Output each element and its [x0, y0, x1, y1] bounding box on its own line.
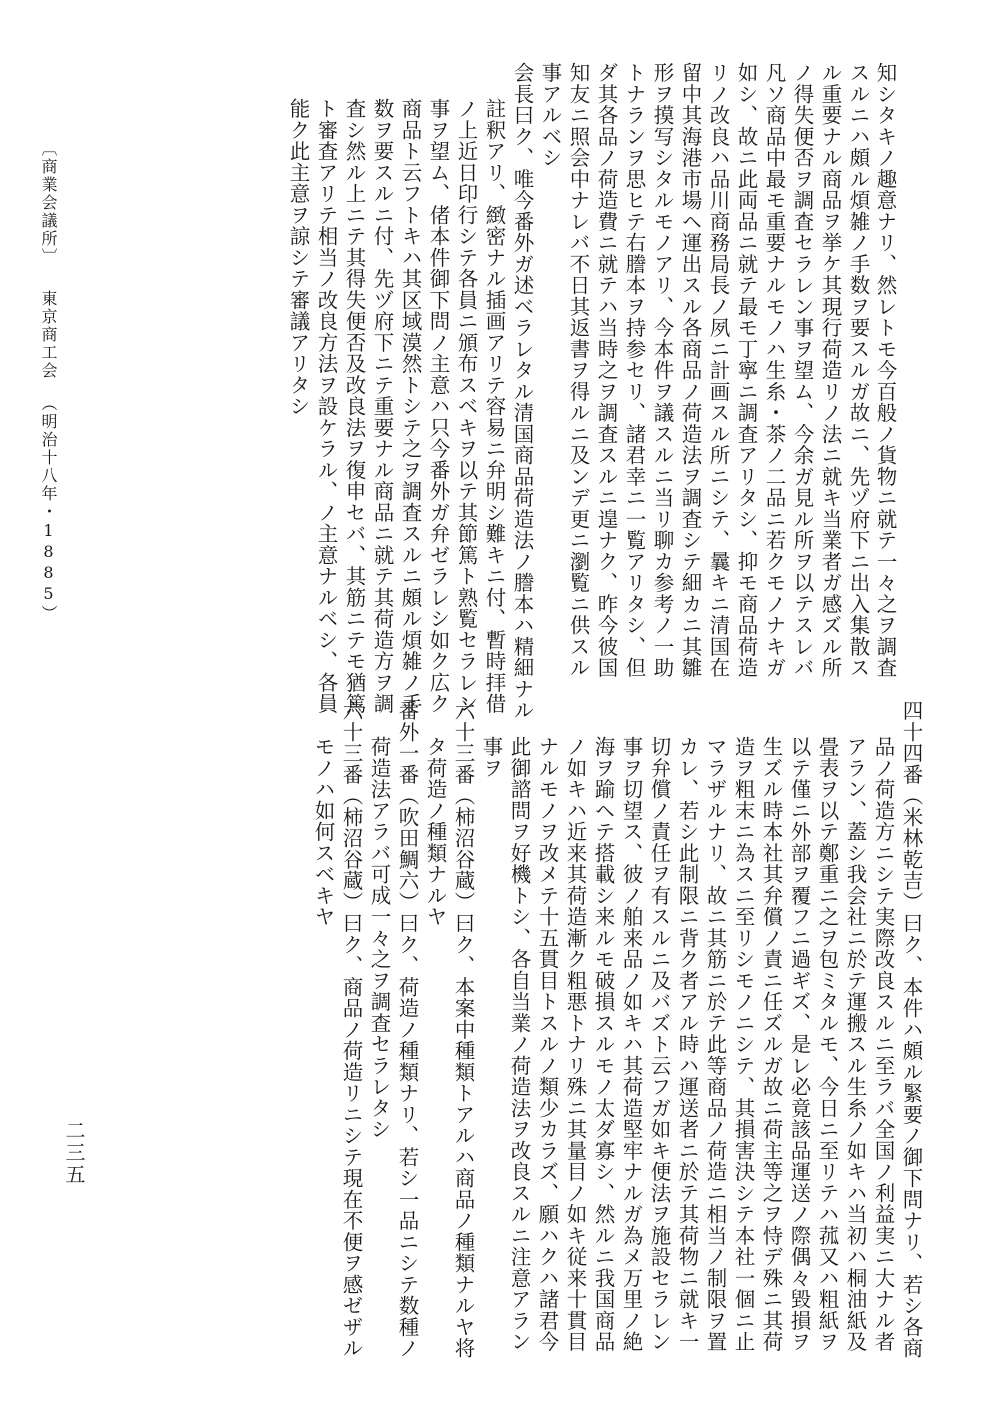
organization-name: 東京商工会	[39, 290, 58, 380]
text-column: モノハ如何スベキヤ	[311, 736, 335, 928]
text-column: 形ヲ摸写シタルモノアリ、今本件ヲ議スルニ当リ聊カ参考ノ一助	[650, 62, 674, 679]
speaker-column: 六十三番（柿沼谷蔵）曰ク、商品ノ荷造リニシテ現在不便ヲ感ゼザル	[339, 700, 363, 1359]
text-column: 如シ、故ニ此両品ニ就テ最モ丁寧ニ調査アリタシ、抑モ商品荷造	[734, 62, 758, 679]
text-column: トナランヲ思ヒテ右謄本ヲ持参セリ、諸君幸ニ一覧アリタシ、但	[622, 62, 646, 679]
text-column: 能ク此主意ヲ諒シテ審議アリタシ	[286, 98, 310, 417]
text-column: ノ上近日印行シテ各員ニ頒布スベキヲ以テ其節篤ト熟覧セラレン	[454, 98, 478, 715]
text-column: ト審査アリテ相当ノ改良方法ヲ設ケラル、ノ主意ナルベシ、各員	[314, 98, 338, 715]
date-note: （明治十八年・1885）	[39, 395, 58, 623]
speaker-column: 番外一番（吹田鯛六）曰ク、荷造ノ種類ナリ、若シ一品ニシテ数種ノ	[395, 700, 419, 1359]
text-column: 荷造法アラバ可成一々之ヲ調査セラレタシ	[367, 736, 391, 1140]
text-column: ノ如キハ近来其荷造漸ク粗悪トナリ殊ニ其量目ノ如キ従来十貫目	[563, 736, 587, 1353]
text-column: ダ其各品ノ荷造費ニ就テハ当時之ヲ調査スルニ遑ナク、昨今彼国	[594, 62, 618, 679]
text-column: 以テ僅ニ外部ヲ覆フニ過ギズ、是レ必竟該品運送ノ際偶々毀損ヲ	[787, 736, 811, 1353]
text-column: 凡ソ商品中最モ重要ナルモノハ生糸・茶ノ二品ニ若クモノナキガ	[762, 62, 786, 679]
text-column: 註釈アリ、緻密ナル插画アリテ容易ニ弁明シ難キニ付、暫時拝借	[482, 98, 506, 715]
text-column: ノ得失便否ヲ調査セラレン事ヲ望ム、今余ガ見ル所ヲ以テスレバ	[790, 62, 814, 679]
text-column: アラン、蓋シ我会社ニ於テ運搬スル生糸ノ如キハ当初ハ桐油紙及	[843, 736, 867, 1353]
text-column: 品ノ荷造方ニシテ実際改良スルニ至ラバ全国ノ利益実ニ大ナル者	[871, 736, 895, 1353]
text-column: 切弁償ノ責任ヲ有スルニ及バズト云フガ如キ便法ヲ施設セラレン	[647, 736, 671, 1353]
page-number: 二三五	[62, 1120, 86, 1186]
text-column: タ荷造ノ種類ナルヤ	[423, 736, 447, 928]
text-column: 事ヲ	[479, 736, 503, 779]
text-column: スルニハ頗ル煩雑ノ手数ヲ要スルガ故ニ、先ヅ府下ニ出入集散ス	[846, 62, 870, 679]
text-column: 査シ然ル上ニテ其得失便否及改良法ヲ復申セバ、其筋ニテモ猶篤	[342, 98, 366, 715]
source-note: 〔商業会議所〕	[39, 140, 58, 266]
text-column: 知友ニ照会中ナレバ不日其返書ヲ得ルニ及ンデ更ニ瀏覧ニ供スル	[566, 62, 590, 679]
text-column: 海ヲ踰ヘテ搭載シ来ルモ破損スルモノ太ダ寡シ、然ルニ我国商品	[591, 736, 615, 1353]
speaker-column: 会長曰ク、唯今番外ガ述ベラレタル清国商品荷造法ノ謄本ハ精細ナル	[510, 62, 534, 721]
text-column: 数ヲ要スルニ付、先ヅ府下ニテ重要ナル商品ニ就テ其荷造方ヲ調	[370, 98, 394, 715]
text-column: ル重要ナル商品ヲ挙ケ其現行荷造リノ法ニ就キ当業者ガ感ズル所	[818, 62, 842, 679]
text-column: 事ヲ切望ス、彼ノ舶来品ノ如キハ其荷造堅牢ナルガ為メ万里ノ絶	[619, 736, 643, 1353]
text-column: 此御諮問ヲ好機トシ、各自当業ノ荷造法ヲ改良スルニ注意アラン	[507, 736, 531, 1353]
text-column: 商品ト云フトキハ其区域漠然トシテ之ヲ調査スルニ頗ル煩雑ノ手	[398, 98, 422, 715]
text-column: マラザルナリ、故ニ其筋ニ於テ此等商品ノ荷造ニ相当ノ制限ヲ置	[703, 736, 727, 1353]
text-column: 造ヲ粗末ニ為スニ至リシモノニシテ、其損害決シテ本社一個ニ止	[731, 736, 755, 1353]
speaker-column: 四十四番（米林乾吉）曰ク、本件ハ頗ル緊要ノ御下問ナリ、若シ各商	[899, 700, 923, 1359]
text-column: カレ、若シ此制限ニ背ク者アル時ハ運送者ニ於テ其荷物ニ就キ一	[675, 736, 699, 1353]
text-column: ナルモノヲ改メテ十五貫目トスルノ類少カラズ、願ハクハ諸君今	[535, 736, 559, 1353]
text-column: 知シタキノ趣意ナリ、然レトモ今百般ノ貨物ニ就テ一々之ヲ調査	[873, 62, 897, 679]
text-column: 事アルベシ	[538, 62, 562, 169]
text-column: 留中其海港市場ヘ運出スル各商品ノ荷造法ヲ調査シテ細カニ其雛	[678, 62, 702, 679]
text-column: リノ改良ハ品川商務局長ノ夙ニ計画スル所ニシテ、曩キニ清国在	[706, 62, 730, 679]
speaker-column: 六十三番（柿沼谷蔵）曰ク、本案中種類トアルハ商品ノ種類ナルヤ将	[451, 700, 475, 1359]
text-column: 畳表ヲ以テ鄭重ニ之ヲ包ミタルモ、今日ニ至リテハ菰又ハ粗紙ヲ	[815, 736, 839, 1353]
text-column: 生ズル時本社其弁償ノ責ニ任ズルガ故ニ荷主等之ヲ恃デ殊ニ其荷	[759, 736, 783, 1353]
text-column: 事ヲ望ム、偖本件御下問ノ主意ハ只今番外ガ弁ゼラレシ如ク広ク	[426, 98, 450, 715]
